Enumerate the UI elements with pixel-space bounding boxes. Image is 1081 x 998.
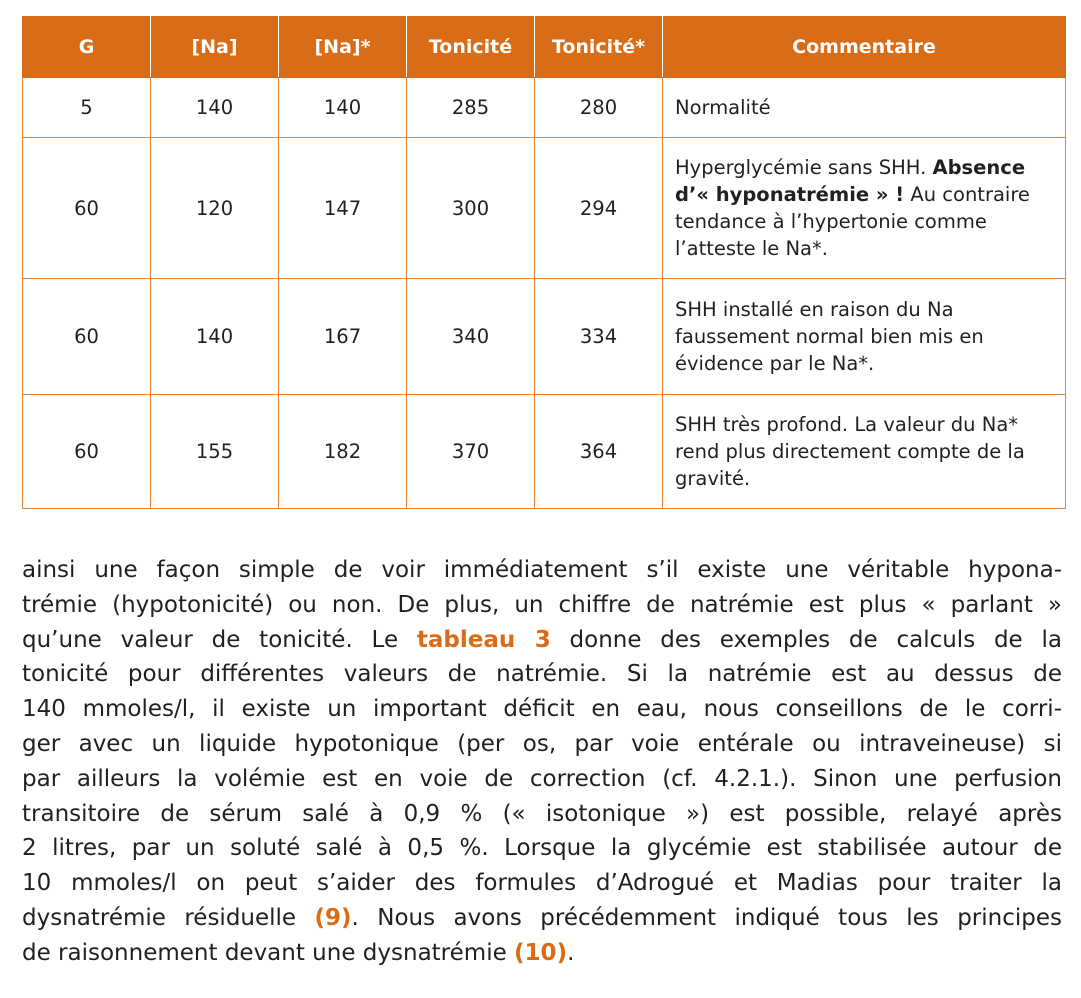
cell-g: 60 [23, 395, 151, 509]
cell-na: 140 [151, 279, 279, 395]
comment-text: Hyperglycémie sans SHH. [675, 156, 933, 179]
cell-g: 5 [23, 78, 151, 138]
paragraph-line: ainsi une façon simple de voir immédiatement s’il existe une véritable hypona- [22, 557, 1062, 583]
cell-tonicite-star: 280 [535, 78, 663, 138]
comment-text: Normalité [675, 96, 771, 119]
cell-comment [663, 279, 1066, 395]
cell-na: 120 [151, 138, 279, 279]
tonicity-table [22, 16, 1066, 509]
cell-na-star: 182 [279, 395, 407, 509]
paragraph-line: tonicité pour différentes valeurs de natrémie. Si la natrémie est au dessus de [22, 661, 1062, 688]
header-tonicite-star: Tonicité* [535, 17, 663, 78]
cell-na: 155 [151, 395, 279, 509]
paragraph-line: transitoire de sérum salé à 0,9 % (« isotonique ») est possible, relayé après [22, 800, 1062, 827]
paragraph-text: . [567, 939, 575, 966]
cell-tonicite: 370 [407, 395, 535, 509]
paragraph-line: 140 mmoles/l, il existe un important déficit en eau, nous conseillons de le corri- [22, 696, 1062, 723]
comment-text-continued: Au contraire tendance à l’hypertonie comme l’atteste le Na*. [675, 183, 1030, 260]
comment-bold-text: Absence d’« hyponatrémie » ! [675, 156, 1026, 206]
cell-na-star: 140 [279, 78, 407, 138]
table-header-row [23, 17, 1066, 78]
table-reference-link[interactable]: tableau 3 [416, 626, 551, 653]
paragraph-line [22, 623, 1062, 658]
table-row [23, 395, 1066, 509]
header-tonicite: Tonicité [407, 17, 535, 78]
paragraph-line: trémie (hypotonicité) ou non. De plus, un chiffre de natrémie est plus « parlant » [22, 591, 1062, 618]
cell-comment [663, 78, 1066, 138]
table-row [23, 279, 1066, 395]
paragraph-line [22, 901, 1062, 936]
cell-na-star: 147 [279, 138, 407, 279]
cell-tonicite: 340 [407, 279, 535, 395]
table-container [22, 16, 1065, 509]
cell-g: 60 [23, 138, 151, 279]
paragraph-line: 10 mmoles/l on peut s’aider des formules d’Adrogué et Madias pour traiter la [22, 870, 1062, 897]
cell-na: 140 [151, 78, 279, 138]
citation-10-link[interactable]: (10) [514, 939, 568, 966]
paragraph-line: ger avec un liquide hypotonique (per os, par voie entérale ou intraveineuse) si [22, 730, 1062, 757]
body-paragraph [22, 553, 1062, 971]
table-row [23, 138, 1066, 279]
paragraph-text: dysnatrémie résiduelle [22, 904, 315, 931]
header-commentaire: Commentaire [663, 17, 1066, 78]
paragraph-line: par ailleurs la volémie est en voie de correction (cf. 4.2.1.). Sinon une perfusion [22, 765, 1062, 792]
paragraph-line: 2 litres, par un soluté salé à 0,5 %. Lorsque la glycémie est stabilisée autour de [22, 835, 1062, 862]
header-na: [Na] [151, 17, 279, 78]
table-row [23, 78, 1066, 138]
comment-text: SHH installé en raison du Na faussement normal bien mis en évidence par le Na*. [675, 298, 984, 375]
paragraph-text: de raisonnement devant une dysnatrémie [22, 939, 515, 966]
paragraph-line [22, 936, 1062, 971]
paragraph-text: qu’une valeur de tonicité. Le [22, 626, 417, 653]
cell-tonicite-star: 294 [535, 138, 663, 279]
comment-text: SHH très profond. La valeur du Na* rend plus directement compte de la gravité. [675, 413, 1025, 490]
cell-tonicite-star: 334 [535, 279, 663, 395]
header-na-star: [Na]* [279, 17, 407, 78]
paragraph-text: donne des exemples de calculs de la [550, 626, 1062, 653]
cell-comment [663, 138, 1066, 279]
cell-comment [663, 395, 1066, 509]
cell-tonicite: 285 [407, 78, 535, 138]
cell-na-star: 167 [279, 279, 407, 395]
cell-tonicite-star: 364 [535, 395, 663, 509]
paragraph-text: . Nous avons précédemment indiqué tous les principes [351, 904, 1062, 931]
header-g: G [23, 17, 151, 78]
citation-9-link[interactable]: (9) [314, 904, 352, 931]
cell-tonicite: 300 [407, 138, 535, 279]
cell-g: 60 [23, 279, 151, 395]
